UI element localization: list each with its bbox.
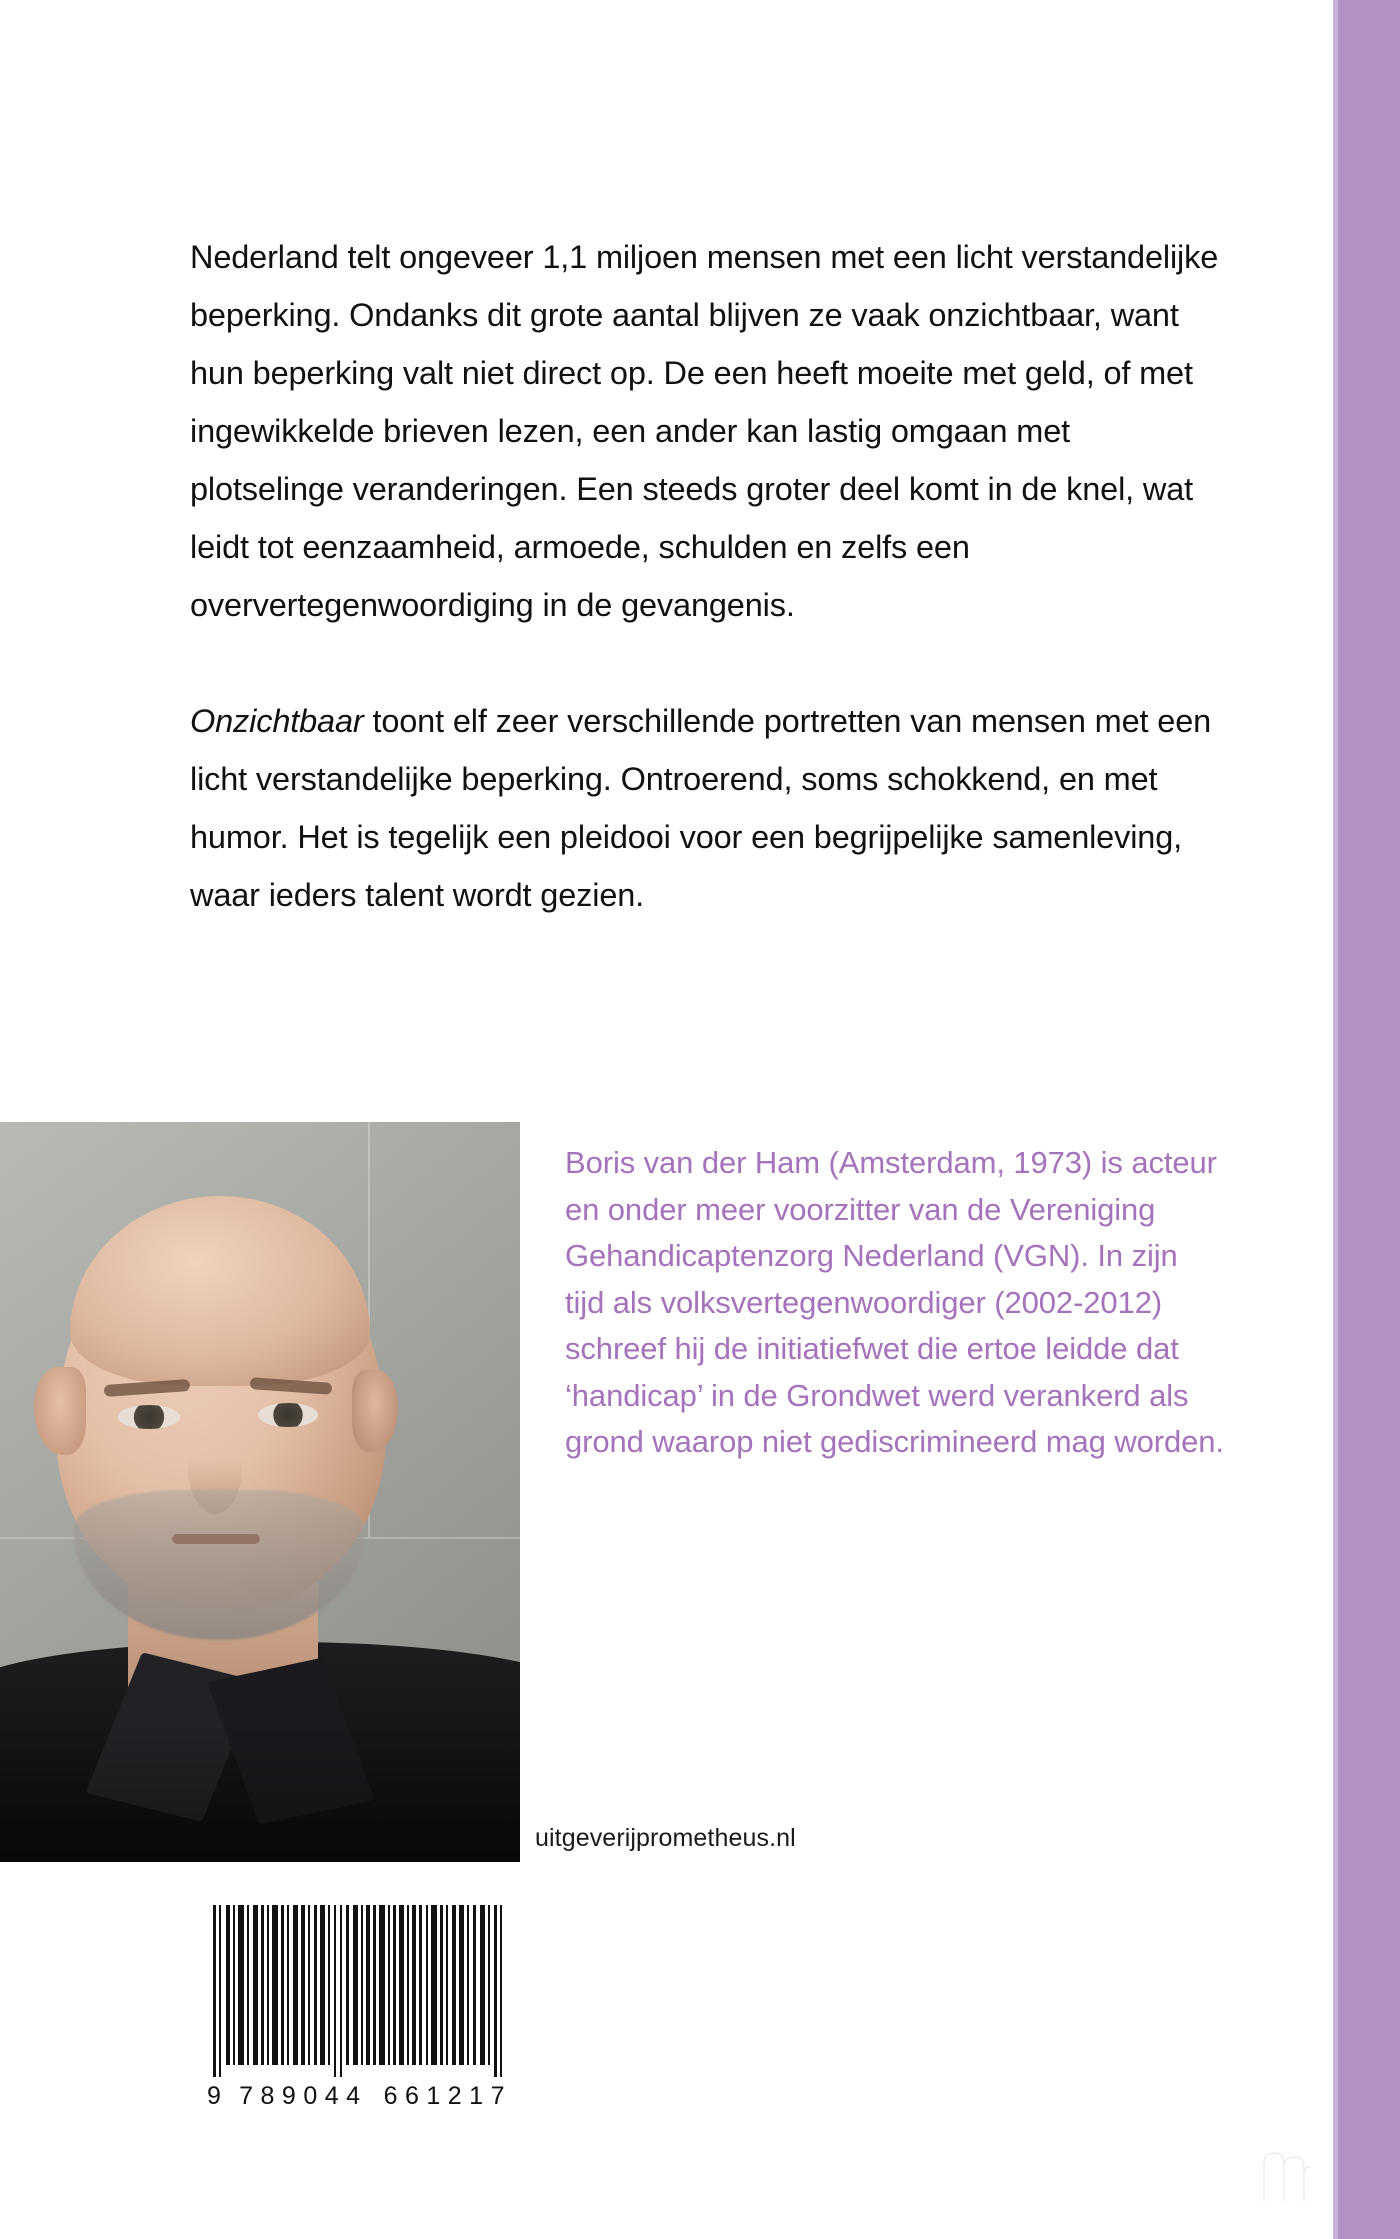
spine-edge-strip xyxy=(1338,0,1400,2239)
barcode-group-2: 661217 xyxy=(383,2082,512,2110)
barcode-left-digit: 9 xyxy=(207,2082,222,2110)
blurb-text xyxy=(190,228,1230,924)
barcode-bars-icon xyxy=(207,1905,512,2077)
author-photo xyxy=(0,1122,520,1862)
cover-content xyxy=(190,0,1245,2239)
blurb-paragraph-1: Nederland telt ongeveer 1,1 miljoen mensen met een licht verstandelijke beperking. Ondanks dit grote aantal blijven ze vaak onzichtbaar, want hun beperking valt niet direct op. De een heeft moeite met geld, of met ingewikkelde brieven lezen, een ander kan lastig omgaan met plotselinge veranderingen. Een steeds groter deel komt in de knel, wat leidt tot eenzaamheid, armoede, schulden en zelfs een oververtegenwoordiging in de gevangenis. xyxy=(190,239,1219,623)
blurb-paragraph-2 xyxy=(190,692,1230,924)
portrait-eye-right xyxy=(258,1403,318,1427)
publisher-url[interactable]: uitgeverijprometheus.nl xyxy=(535,1824,796,1852)
portrait-shoulder-shading xyxy=(0,1722,520,1862)
portrait-mouth xyxy=(172,1534,260,1544)
author-bio-text: Boris van der Ham (Amsterdam, 1973) is acteur en onder meer voorzitter van de Vereniging Gehandicaptenzorg Nederland (VGN). In zijn tijd als volksvertegenwoordiger (2002-2012) schreef hij de initiatiefwet die ertoe leidde dat ‘handicap’ in de Grondwet werd verankerd als grond waarop niet gediscrimineerd mag worden. xyxy=(565,1145,1224,1459)
portrait-eye-left xyxy=(118,1405,180,1429)
book-title-inline: Onzichtbaar xyxy=(190,703,364,739)
isbn-barcode xyxy=(207,1905,512,2111)
blurb-paragraph-2-rest: toont elf zeer verschillende portretten van mensen met een licht verstandelijke beperking. Ontroerend, soms schokkend, en met humor. Het is tegelijk een pleidooi voor een begrijpelijke samenleving, waar ieders talent wordt gezien. xyxy=(190,703,1212,913)
barcode-group-1: 789044 xyxy=(239,2082,368,2110)
prometheus-logo-icon xyxy=(1260,2147,1312,2205)
author-bio xyxy=(565,1140,1225,1466)
barcode-digits xyxy=(207,2079,512,2111)
author-block xyxy=(0,1122,1245,1862)
